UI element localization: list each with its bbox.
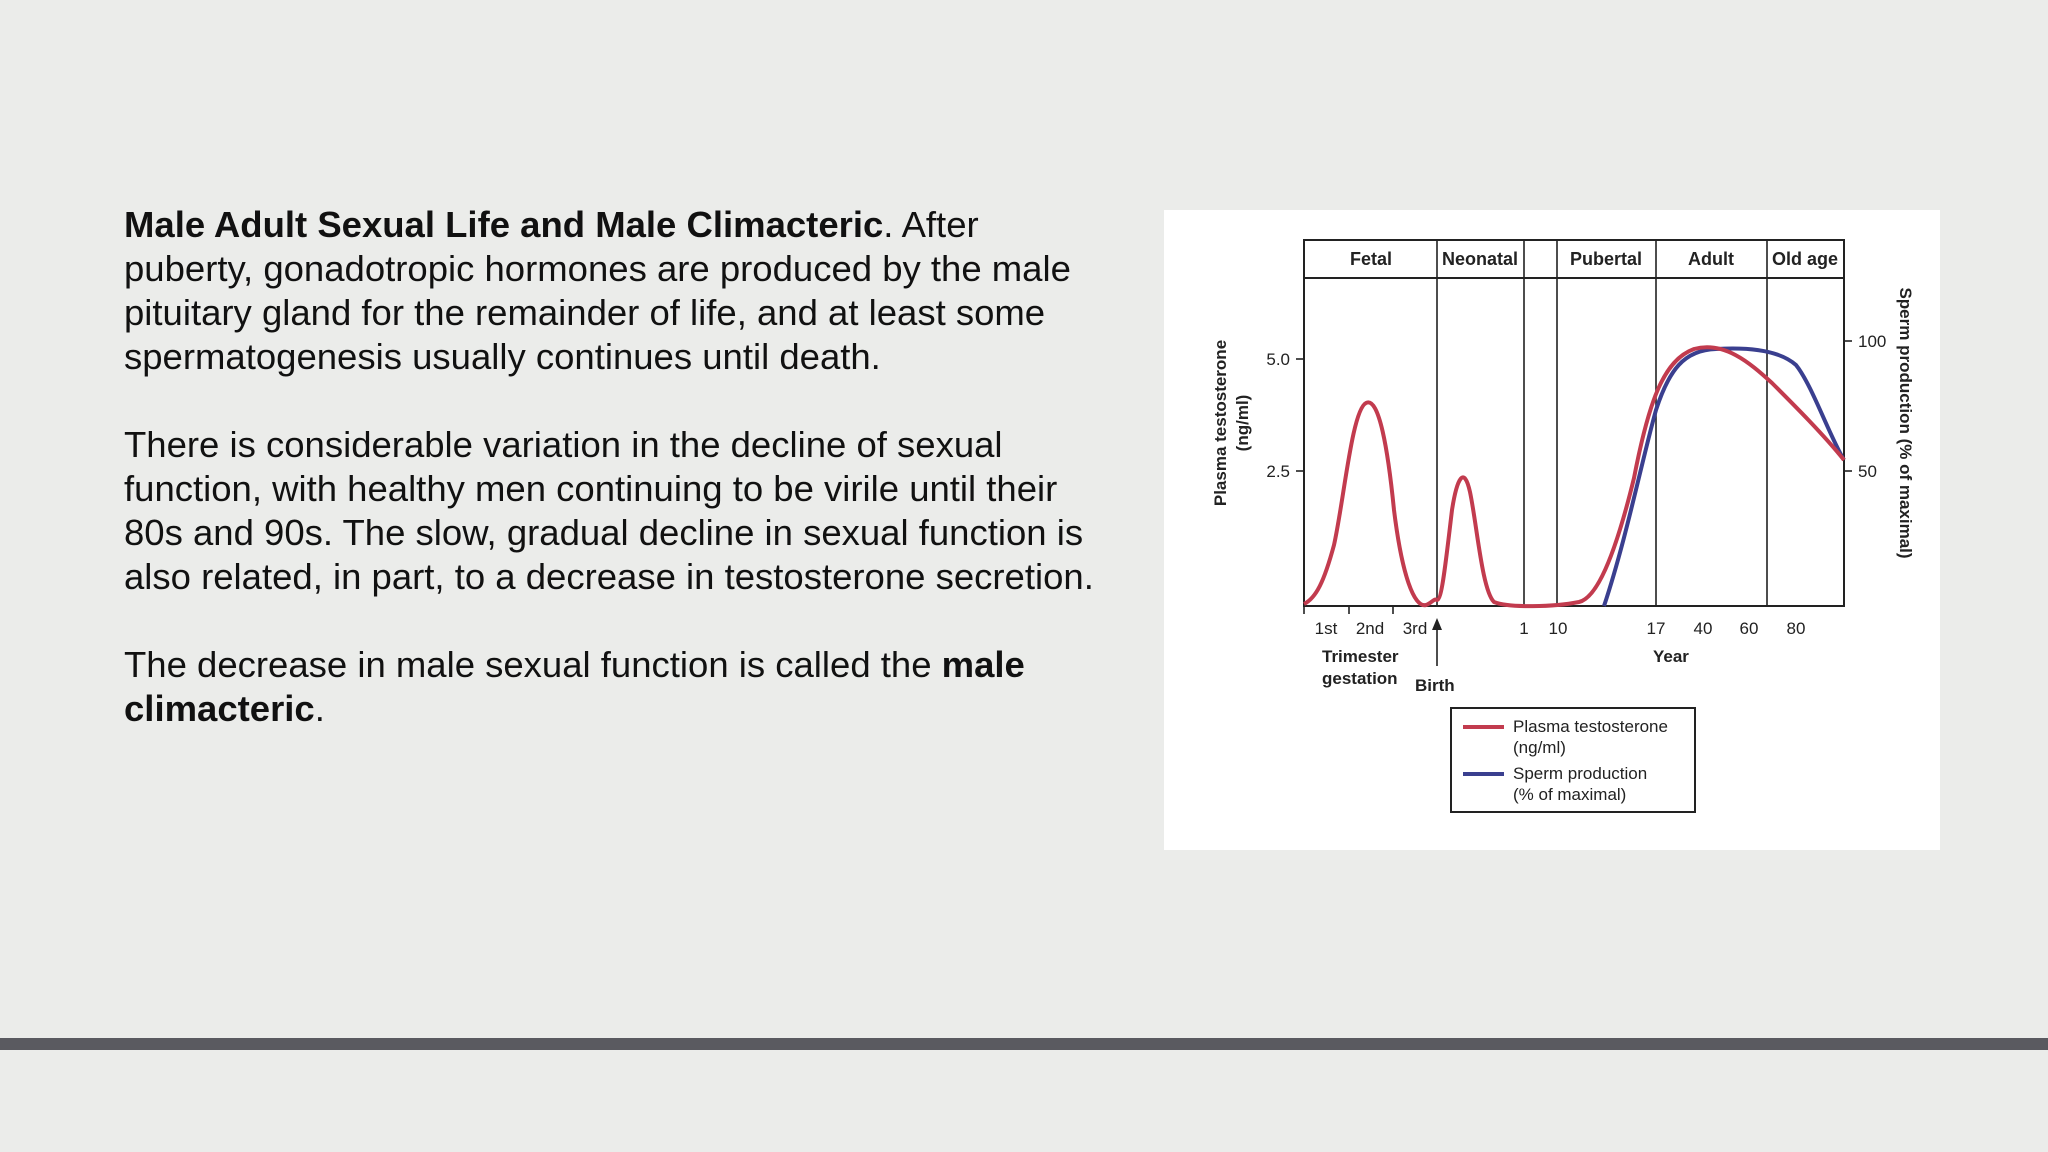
x-tick-label-3rd: 3rd (1402, 619, 1428, 638)
paragraph-1-body: . After puberty, gonadotropic hormones are produced by the male pituitary gland for the remainder of life, and at least some spermatogenesis usually continues until death. (124, 204, 1071, 377)
phase-label-pubertal: Pubertal (1569, 249, 1643, 269)
x-tick-label-1: 1 (1519, 619, 1529, 638)
paragraph-2: There is considerable variation in the decline of sexual function, with healthy men continuing to be virile until their 80s and 90s. The slow, gradual decline in sexual function is also related, in part, to a decrease in testosterone secretion. (124, 424, 1094, 597)
y-left-tick-label-5: 5.0 (1266, 350, 1290, 369)
legend-item-testosterone: Plasma testosterone (1513, 717, 1668, 736)
series-line-sperm-production (1604, 348, 1844, 606)
paragraph-3-body: The decrease in male sexual function is called the (124, 644, 942, 685)
phase-label-neonatal: Neonatal (1441, 249, 1519, 269)
slide-text (124, 203, 1104, 775)
x-ticks (1304, 606, 1393, 614)
paragraph-1-heading: Male Adult Sexual Life and Male Climacteric (124, 204, 884, 245)
paragraph-1 (124, 203, 1104, 379)
paragraph-3-end: . (314, 688, 325, 729)
birth-label: Birth (1415, 676, 1455, 695)
x-tick-label-60: 60 (1739, 619, 1759, 638)
legend-item-sperm-unit: (% of maximal) (1513, 785, 1627, 804)
phase-dividers (1437, 240, 1767, 606)
chart-legend (1451, 708, 1695, 812)
y-right-tick-label-100: 100 (1858, 332, 1887, 351)
phase-label-old-age: Old age (1771, 249, 1839, 269)
x-tick-label-40: 40 (1693, 619, 1713, 638)
series-line-plasma-testosterone (1304, 347, 1844, 606)
x-tick-label-80: 80 (1786, 619, 1806, 638)
gestation-label: gestation (1322, 669, 1398, 688)
birth-arrow-head (1432, 618, 1442, 630)
y-left-title: Plasma testosterone (1211, 339, 1230, 507)
y-left-tick-label-2-5: 2.5 (1266, 462, 1290, 481)
x-tick-label-17: 17 (1646, 619, 1666, 638)
footer-divider-bar (0, 1038, 2048, 1050)
testosterone-chart (1164, 210, 1940, 850)
legend-item-testosterone-unit: (ng/ml) (1513, 738, 1566, 757)
paragraph-3 (124, 643, 1104, 731)
x-tick-label-1st: 1st (1314, 619, 1338, 638)
trimester-label: Trimester (1322, 647, 1399, 666)
legend-item-sperm: Sperm production (1513, 764, 1648, 783)
y-right-title: Sperm production (% of maximal) (1896, 287, 1915, 559)
y-right-tick-label-50: 50 (1858, 462, 1877, 481)
phase-label-fetal: Fetal (1349, 249, 1393, 269)
year-label: Year (1653, 647, 1689, 666)
figure-panel (1164, 210, 1940, 850)
x-tick-label-2nd: 2nd (1355, 619, 1385, 638)
paragraph-3-term: male climacteric (124, 644, 1025, 729)
phase-label-adult: Adult (1688, 249, 1734, 269)
x-tick-label-10: 10 (1548, 619, 1568, 638)
y-left-unit: (ng/ml) (1233, 394, 1252, 452)
